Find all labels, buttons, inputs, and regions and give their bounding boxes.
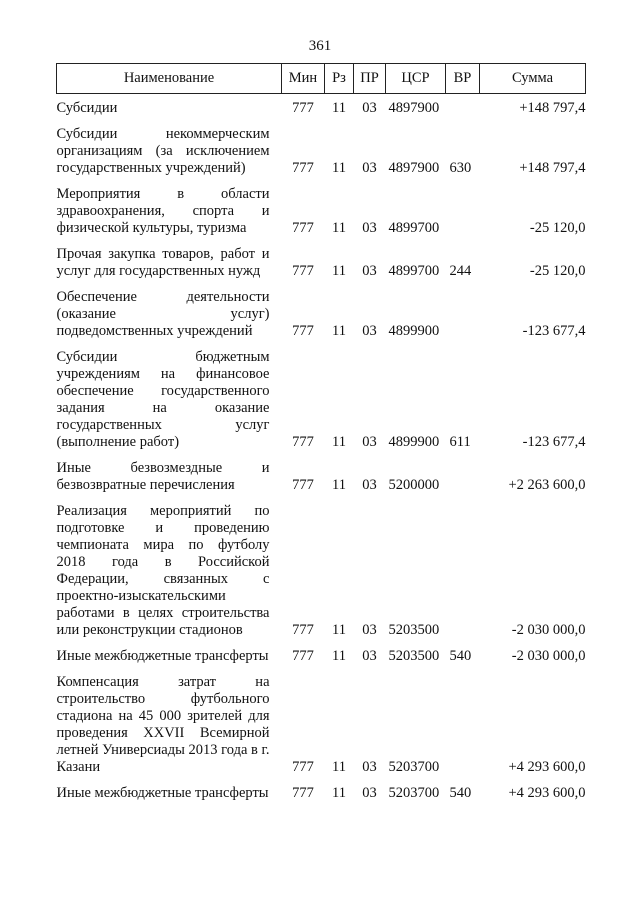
cell-rz: 11 xyxy=(332,785,346,801)
cell-vr xyxy=(446,283,480,343)
cell-csr: 5203700 xyxy=(388,785,440,801)
cell-vr xyxy=(446,454,480,497)
cell-csr: 4899700 xyxy=(388,220,440,236)
cell-csr: 4897900 xyxy=(388,100,440,116)
cell-pr: 03 xyxy=(362,648,377,664)
cell-pr: 03 xyxy=(362,160,377,176)
table-row xyxy=(57,94,586,121)
cell-pr: 03 xyxy=(362,759,377,775)
cell-csr: 4897900 xyxy=(388,160,440,176)
cell-rz: 11 xyxy=(332,622,346,638)
cell-rz: 11 xyxy=(332,648,346,664)
table-row xyxy=(57,283,586,343)
cell-pr: 03 xyxy=(362,785,377,801)
cell-pr: 03 xyxy=(362,622,377,638)
cell-name: Мероприятия в области здравоохранения, спорта и физической культуры, туризма xyxy=(56,186,270,236)
cell-sum: +148 797,4 xyxy=(519,100,586,116)
cell-csr: 4899900 xyxy=(388,323,440,339)
cell-sum: -25 120,0 xyxy=(529,220,586,236)
cell-rz: 11 xyxy=(332,220,346,236)
budget-table xyxy=(56,63,586,805)
page-number: 361 xyxy=(308,38,332,54)
cell-rz: 11 xyxy=(332,434,346,450)
cell-pr: 03 xyxy=(362,100,377,116)
cell-sum: -123 677,4 xyxy=(522,323,586,339)
table-row xyxy=(57,668,586,779)
cell-vr xyxy=(446,94,480,121)
table-row xyxy=(57,343,586,454)
cell-name: Субсидии бюджетным учреждениям на финансовое обеспечение государственного задания на оказание государственных услуг (выполнение работ) xyxy=(56,349,270,450)
cell-min: 777 xyxy=(292,220,314,236)
cell-name: Прочая закупка товаров, работ и услуг для государственных нужд xyxy=(56,246,270,279)
cell-vr xyxy=(446,497,480,642)
cell-pr: 03 xyxy=(362,220,377,236)
header-csr: ЦСР xyxy=(386,64,446,94)
table-row xyxy=(57,454,586,497)
cell-min: 777 xyxy=(292,622,314,638)
cell-min: 777 xyxy=(292,648,314,664)
cell-sum: -2 030 000,0 xyxy=(511,648,586,664)
table-row xyxy=(57,240,586,283)
cell-min: 777 xyxy=(292,263,314,279)
cell-vr xyxy=(446,668,480,779)
cell-min: 777 xyxy=(292,100,314,116)
header-vr: ВР xyxy=(446,64,480,94)
cell-pr: 03 xyxy=(362,263,377,279)
cell-vr: 244 xyxy=(449,263,472,279)
cell-vr: 540 xyxy=(449,785,472,801)
cell-name: Иные межбюджетные трансферты xyxy=(56,785,269,801)
cell-min: 777 xyxy=(292,477,314,493)
cell-rz: 11 xyxy=(332,759,346,775)
header-sum: Сумма xyxy=(480,64,586,94)
cell-sum: +148 797,4 xyxy=(519,160,586,176)
cell-pr: 03 xyxy=(362,323,377,339)
cell-name: Обеспечение деятельности (оказание услуг) подведомственных учреждений xyxy=(56,289,270,339)
header-min: Мин xyxy=(282,64,325,94)
cell-name: Иные межбюджетные трансферты xyxy=(56,648,269,664)
cell-min: 777 xyxy=(292,323,314,339)
cell-csr: 5203700 xyxy=(388,759,440,775)
cell-pr: 03 xyxy=(362,434,377,450)
cell-csr: 5203500 xyxy=(388,622,440,638)
header-rz: Рз xyxy=(325,64,354,94)
cell-name: Субсидии xyxy=(56,100,118,116)
cell-pr: 03 xyxy=(362,477,377,493)
cell-csr: 5200000 xyxy=(388,477,440,493)
cell-min: 777 xyxy=(292,160,314,176)
cell-name: Реализация мероприятий по подготовке и проведению чемпионата мира по футболу 2018 года в Российской Федерации, связанных с проектно-изыскательскими работами в целях строительства или реконструкции стадионов xyxy=(56,503,270,638)
cell-csr: 5203500 xyxy=(388,648,440,664)
cell-sum: -2 030 000,0 xyxy=(511,622,586,638)
cell-rz: 11 xyxy=(332,100,346,116)
cell-vr xyxy=(446,180,480,240)
cell-rz: 11 xyxy=(332,477,346,493)
cell-csr: 4899900 xyxy=(388,434,440,450)
cell-rz: 11 xyxy=(332,263,346,279)
cell-sum: -123 677,4 xyxy=(522,434,586,450)
cell-min: 777 xyxy=(292,434,314,450)
cell-rz: 11 xyxy=(332,160,346,176)
table-body xyxy=(57,94,586,806)
cell-sum: +2 263 600,0 xyxy=(508,477,586,493)
table-header xyxy=(57,64,586,94)
cell-vr: 611 xyxy=(449,434,471,450)
cell-sum: +4 293 600,0 xyxy=(508,759,586,775)
cell-sum: +4 293 600,0 xyxy=(508,785,586,801)
cell-name: Компенсация затрат на строительство футбольного стадиона на 45 000 зрителей для проведения XXVII Всемирной летней Универсиады 2013 года в г. Казани xyxy=(56,674,270,775)
cell-rz: 11 xyxy=(332,323,346,339)
header-pr: ПР xyxy=(354,64,386,94)
cell-min: 777 xyxy=(292,785,314,801)
cell-min: 777 xyxy=(292,759,314,775)
table-row xyxy=(57,779,586,805)
table-row xyxy=(57,120,586,180)
cell-vr: 630 xyxy=(449,160,472,176)
cell-name: Иные безвозмездные и безвозвратные перечисления xyxy=(56,460,270,493)
cell-csr: 4899700 xyxy=(388,263,440,279)
cell-sum: -25 120,0 xyxy=(529,263,586,279)
table-row xyxy=(57,180,586,240)
cell-vr: 540 xyxy=(449,648,472,664)
table-row xyxy=(57,497,586,642)
header-name: Наименование xyxy=(57,64,282,94)
table-row xyxy=(57,642,586,668)
cell-name: Субсидии некоммерческим организациям (за исключением государственных учреждений) xyxy=(56,126,270,176)
